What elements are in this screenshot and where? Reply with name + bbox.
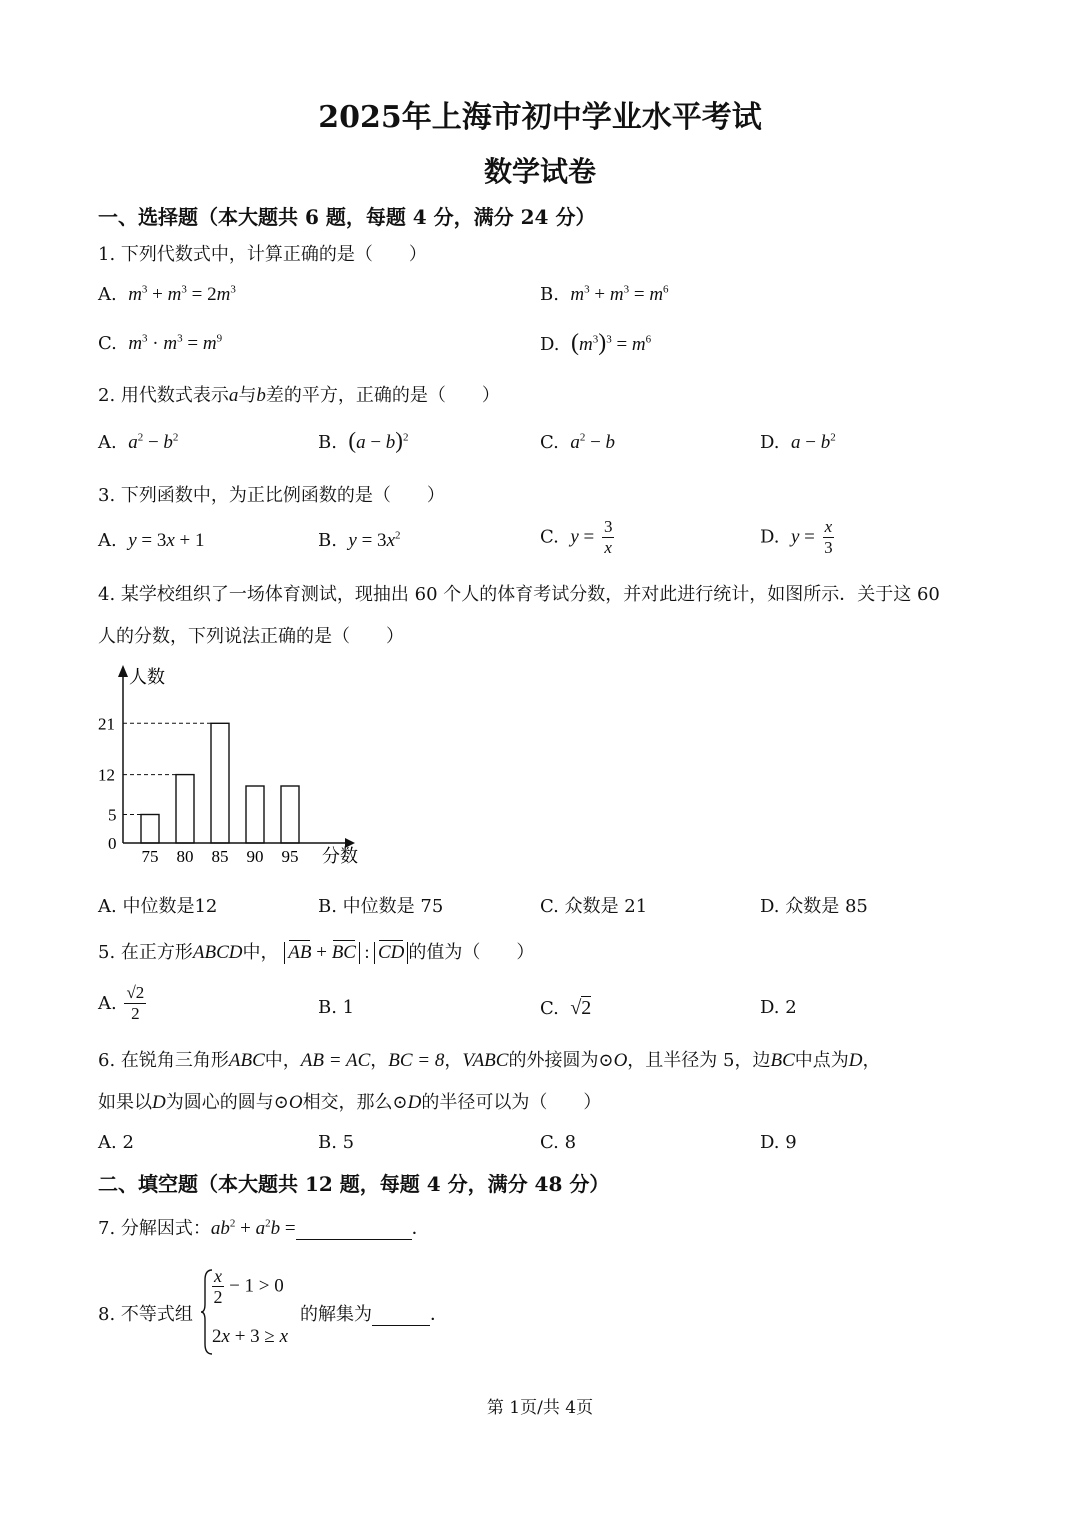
- option-label: D.: [760, 526, 780, 548]
- stem-text: 中，: [264, 1050, 301, 1071]
- x-tick-label: 85: [211, 847, 229, 866]
- circle-center: O: [288, 1092, 303, 1113]
- question-1-option-b: B. $m^3 + m^3 = m^6$: [540, 283, 669, 305]
- histogram-bar: [141, 815, 159, 844]
- var-a: a: [228, 385, 239, 406]
- option-label: B.: [540, 284, 559, 305]
- question-4-option-c: C. 众数是 21: [540, 896, 648, 917]
- answer-blank[interactable]: [296, 1218, 412, 1240]
- inequality-2: 2x + 3 ≥ x: [212, 1326, 289, 1347]
- page-footer: 第 1页/共 4页: [486, 1398, 594, 1418]
- stem-text: 7. 分解因式：: [98, 1218, 211, 1239]
- x-tick-label: 75: [141, 847, 159, 866]
- stem-text: 6. 在锐角三角形: [98, 1050, 229, 1071]
- question-6-option-d: D. 9: [760, 1132, 797, 1153]
- question-4-option-a: A. 中位数是12: [98, 896, 218, 917]
- stem-text: ，: [370, 1050, 389, 1071]
- stem-text: 如果以: [98, 1092, 152, 1113]
- question-6-option-a: A. 2: [98, 1132, 134, 1153]
- question-3-option-d: D. y = $\frac{x}{3}$: [760, 517, 833, 557]
- option-label: B.: [318, 432, 337, 453]
- question-6-option-c: C. 8: [540, 1132, 577, 1153]
- vector-sum-magnitude: AB + BC: [284, 942, 360, 964]
- option-label: B.: [318, 530, 337, 551]
- question-4-stem-line1: 4. 某学校组织了一场体育测试，现抽出 60 个人的体育考试分数，并对此进行统计，如图所示．关于这 60: [98, 584, 940, 605]
- option-label: D.: [760, 432, 780, 453]
- var-b: b: [256, 385, 266, 406]
- option-label: C.: [540, 526, 559, 548]
- point-name: D: [848, 1050, 863, 1071]
- y-axis-label: 人数: [129, 667, 165, 688]
- option-label: C.: [540, 432, 559, 453]
- option-label: C.: [98, 333, 117, 354]
- stem-text: 中点为: [794, 1050, 849, 1071]
- segment-name: BC: [770, 1050, 795, 1071]
- point-name: D: [152, 1092, 166, 1113]
- y-tick-label: 5: [108, 805, 117, 825]
- stem-text: ．: [411, 1218, 430, 1239]
- option-label: A.: [98, 993, 117, 1014]
- stem-text: 的半径可以为（ ）: [421, 1092, 602, 1113]
- question-4-option-b: B. 中位数是 75: [318, 896, 444, 917]
- x-axis-label: 分数: [322, 846, 358, 867]
- histogram-bar: [211, 723, 229, 843]
- stem-text: 的外接圆为⊙: [508, 1050, 614, 1071]
- stem-text: ．: [430, 1304, 448, 1325]
- inequality-1: $\frac{x}{2}$ − 1 > 0: [213, 1266, 284, 1307]
- y-tick-label: 12: [98, 765, 115, 785]
- question-3-option-a: A. y = 3x + 1: [98, 530, 205, 551]
- question-2-option-b: B. $(a - b)^2$: [318, 428, 409, 453]
- stem-text: 中，: [242, 942, 279, 963]
- stem-text: 差的平方，正确的是（ ）: [265, 385, 500, 406]
- y-tick-label: 21: [98, 714, 115, 734]
- vector-cd-magnitude: CD: [374, 942, 408, 964]
- question-5-option-a: A. $\frac{√2}{2}$: [98, 983, 145, 1023]
- question-5-option-b: B. 1: [318, 997, 355, 1018]
- x-tick-label: 95: [281, 847, 299, 866]
- y-axis-arrow: [118, 665, 128, 677]
- question-4-option-d: D. 众数是 85: [760, 896, 868, 917]
- stem-text: 5. 在正方形: [98, 942, 193, 963]
- question-2-option-d: D. $a - b^2$: [760, 431, 836, 453]
- triangle-name: ABC: [228, 1050, 265, 1071]
- question-7: 7. 分解因式：$ab^2 + a^2b$ = ．: [98, 1217, 430, 1239]
- section-heading-fill: 二、填空题（本大题共 12 题，每题 4 分，满分 48 分）: [98, 1172, 610, 1196]
- question-2-option-c: C. $a^2 - b$: [540, 431, 616, 453]
- question-6-line1: 6. 在锐角三角形ABC中，AB = AC，BC = 8，VABC的外接圆为⊙O，且半径为 5，边BC中点为D，: [98, 1050, 881, 1071]
- stem-text: ，且半径为 5，边: [627, 1050, 771, 1071]
- question-3-option-b: B. $y = 3x^2$: [318, 529, 401, 551]
- page-title: 2025年上海市初中学业水平考试: [318, 100, 762, 135]
- section-heading-choice: 一、选择题（本大题共 6 题，每题 4 分，满分 24 分）: [98, 205, 596, 229]
- question-1-option-d: D. $(m^3)^3 = m^6$: [540, 330, 652, 356]
- question-4-stem-line2: 人的分数，下列说法正确的是（ ）: [98, 626, 404, 647]
- question-8-stem: 8. 不等式组: [98, 1304, 193, 1325]
- equation: AB = AC: [300, 1050, 371, 1071]
- stem-text: 与: [238, 385, 257, 406]
- answer-blank[interactable]: [372, 1304, 430, 1326]
- option-label: A.: [98, 530, 117, 551]
- option-label: C.: [540, 998, 559, 1019]
- option-label: A.: [98, 432, 117, 453]
- x-tick-label: 80: [176, 847, 194, 866]
- stem-text: 2. 用代数式表示: [98, 385, 229, 406]
- page-subtitle: 数学试卷: [483, 155, 596, 188]
- question-1-option-c: C. $m^3 \cdot m^3 = m^9$: [98, 332, 223, 354]
- question-1-stem: 1. 下列代数式中，计算正确的是（ ）: [98, 244, 427, 265]
- triangle-name: ABC: [472, 1050, 509, 1071]
- question-3-option-c: C. y = $\frac{3}{x}$: [540, 517, 613, 557]
- y-tick-label: 0: [108, 834, 117, 853]
- stem-text: 相交，那么⊙: [302, 1092, 408, 1113]
- stem-text: ，: [444, 1050, 463, 1071]
- circle-center: O: [613, 1050, 628, 1071]
- question-8-answer: [300, 1300, 448, 1326]
- score-histogram: [90, 655, 380, 875]
- histogram-bar: [281, 786, 299, 843]
- stem-text: 的解集为: [300, 1304, 372, 1325]
- question-1-option-a: A. $m^3 + m^3 = 2m^3$: [98, 283, 236, 305]
- histogram-bar: [246, 786, 264, 843]
- point-name: D: [407, 1092, 422, 1113]
- question-6-line2: [98, 1088, 601, 1114]
- stem-text: 为圆心的圆与⊙: [165, 1092, 289, 1113]
- question-6-option-b: B. 5: [318, 1132, 355, 1153]
- option-label: A.: [98, 284, 117, 305]
- x-tick-label: 90: [246, 847, 264, 866]
- question-5-option-c: C. √2: [540, 997, 592, 1019]
- stem-text: 的值为（ ）: [408, 942, 535, 963]
- equation: BC = 8: [388, 1050, 445, 1071]
- question-2-stem: [98, 381, 500, 407]
- question-2-option-a: A. $a^2 - b^2$: [98, 431, 179, 453]
- question-5-option-d: D. 2: [760, 997, 797, 1018]
- square-name: ABCD: [192, 942, 243, 963]
- histogram-bar: [176, 775, 194, 843]
- option-label: D.: [540, 334, 560, 355]
- question-5-stem: 5. 在正方形ABCD中， AB + BC : CD 的值为（ ）: [98, 942, 535, 963]
- question-3-stem: 3. 下列函数中，为正比例函数的是（ ）: [98, 485, 445, 506]
